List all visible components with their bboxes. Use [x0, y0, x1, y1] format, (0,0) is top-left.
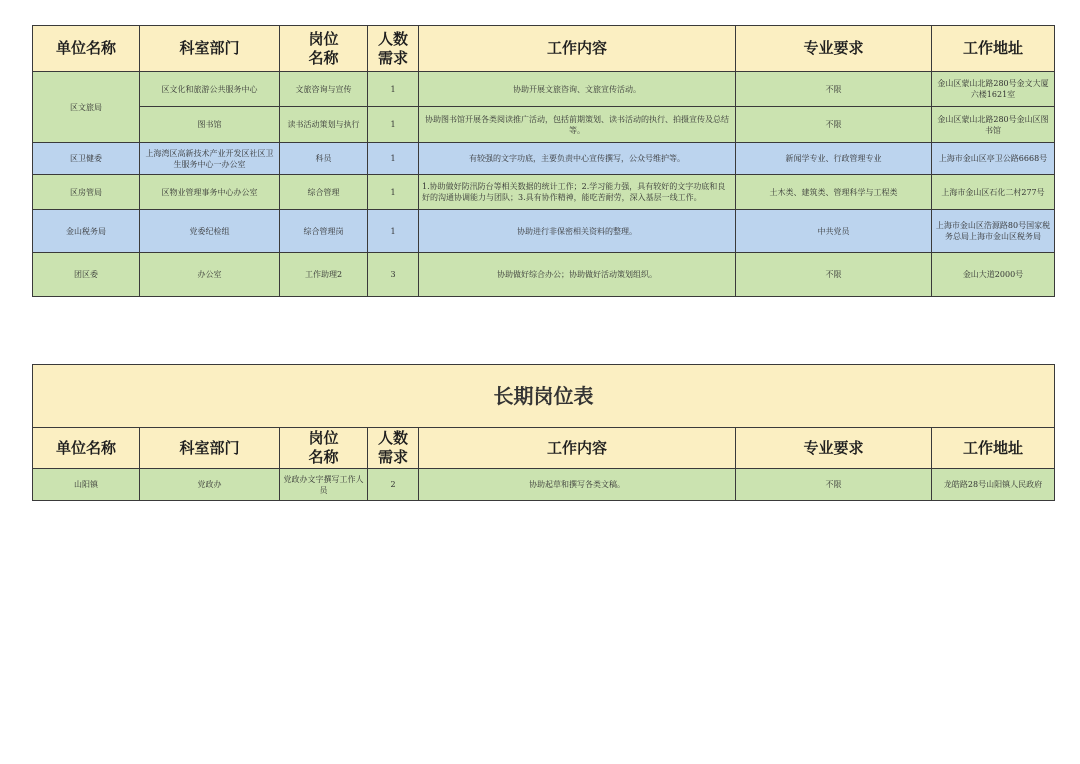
table-header-row — [33, 26, 1055, 72]
cell-post: 科员 — [280, 143, 368, 175]
header-content: 工作内容 — [419, 26, 736, 72]
cell-count: 1 — [368, 143, 419, 175]
cell-major: 中共党员 — [736, 210, 932, 253]
cell-unit: 区房管局 — [33, 175, 140, 210]
header-post: 岗位 名称 — [280, 26, 368, 72]
long-term-positions-table — [32, 364, 1055, 501]
table-row — [33, 210, 1055, 253]
header-major: 专业要求 — [736, 26, 932, 72]
cell-unit: 区文旅局 — [33, 72, 140, 143]
cell-content: 协助图书馆开展各类阅读推广活动，包括前期策划、读书活动的执行、拍摄宣传及总结等。 — [419, 107, 736, 143]
cell-content: 协助进行非保密相关资料的整理。 — [419, 210, 736, 253]
cell-unit: 山阳镇 — [33, 469, 140, 501]
table-title-row — [33, 365, 1055, 428]
table-header-row — [33, 428, 1055, 469]
cell-major: 土木类、建筑类、管理科学与工程类 — [736, 175, 932, 210]
cell-dept: 办公室 — [140, 253, 280, 297]
cell-dept: 党委纪检组 — [140, 210, 280, 253]
cell-address: 金山大道2000号 — [932, 253, 1055, 297]
cell-address: 龙皓路28号山阳镇人民政府 — [932, 469, 1055, 501]
cell-major: 新闻学专业、行政管理专业 — [736, 143, 932, 175]
cell-dept: 上海湾区高新技术产业开发区社区卫生服务中心一办公室 — [140, 143, 280, 175]
cell-address: 上海市金山区石化二村277号 — [932, 175, 1055, 210]
cell-dept: 区文化和旅游公共服务中心 — [140, 72, 280, 107]
table-row — [33, 143, 1055, 175]
cell-content: 有较强的文字功底，主要负责中心宣传撰写，公众号维护等。 — [419, 143, 736, 175]
table-row — [33, 175, 1055, 210]
header-dept: 科室部门 — [140, 26, 280, 72]
cell-major: 不限 — [736, 469, 932, 501]
cell-address: 上海市金山区浩源路80号国家税务总局上海市金山区税务局 — [932, 210, 1055, 253]
header-unit: 单位名称 — [33, 428, 140, 469]
table-row — [33, 253, 1055, 297]
cell-content: 协助开展文旅咨询、文旅宣传活动。 — [419, 72, 736, 107]
cell-post: 综合管理岗 — [280, 210, 368, 253]
cell-content: 协助起草和撰写各类文稿。 — [419, 469, 736, 501]
header-count: 人数 需求 — [368, 428, 419, 469]
table-row — [33, 469, 1055, 501]
cell-count: 1 — [368, 72, 419, 107]
cell-post: 文旅咨询与宣传 — [280, 72, 368, 107]
cell-post: 党政办文字撰写工作人员 — [280, 469, 368, 501]
cell-major: 不限 — [736, 107, 932, 143]
header-dept: 科室部门 — [140, 428, 280, 469]
cell-address: 上海市金山区亭卫公路6668号 — [932, 143, 1055, 175]
header-address: 工作地址 — [932, 26, 1055, 72]
cell-post: 工作助理2 — [280, 253, 368, 297]
cell-count: 3 — [368, 253, 419, 297]
cell-dept: 区物业管理事务中心办公室 — [140, 175, 280, 210]
cell-address: 金山区蒙山北路280号金文大厦六楼1621室 — [932, 72, 1055, 107]
header-major: 专业要求 — [736, 428, 932, 469]
header-content: 工作内容 — [419, 428, 736, 469]
cell-major: 不限 — [736, 253, 932, 297]
header-address: 工作地址 — [932, 428, 1055, 469]
cell-count: 1 — [368, 107, 419, 143]
header-post: 岗位 名称 — [280, 428, 368, 469]
cell-count: 2 — [368, 469, 419, 501]
cell-post: 综合管理 — [280, 175, 368, 210]
cell-unit: 区卫健委 — [33, 143, 140, 175]
cell-address: 金山区蒙山北路280号金山区图书馆 — [932, 107, 1055, 143]
cell-count: 1 — [368, 210, 419, 253]
cell-dept: 党政办 — [140, 469, 280, 501]
cell-unit: 团区委 — [33, 253, 140, 297]
cell-post: 读书活动策划与执行 — [280, 107, 368, 143]
short-term-positions-table — [32, 25, 1055, 297]
table-row — [33, 72, 1055, 107]
cell-dept: 图书馆 — [140, 107, 280, 143]
cell-content: 协助做好综合办公；协助做好活动策划组织。 — [419, 253, 736, 297]
cell-count: 1 — [368, 175, 419, 210]
table-row — [33, 107, 1055, 143]
table-title: 长期岗位表 — [33, 365, 1055, 428]
header-count: 人数 需求 — [368, 26, 419, 72]
cell-major: 不限 — [736, 72, 932, 107]
cell-content: 1.协助做好防汛防台等相关数据的统计工作；2.学习能力强，具有较好的文字功底和良好的沟通协调能力与团队；3.具有协作精神，能吃苦耐劳，深入基层一线工作。 — [419, 175, 736, 210]
cell-unit: 金山税务局 — [33, 210, 140, 253]
header-unit: 单位名称 — [33, 26, 140, 72]
